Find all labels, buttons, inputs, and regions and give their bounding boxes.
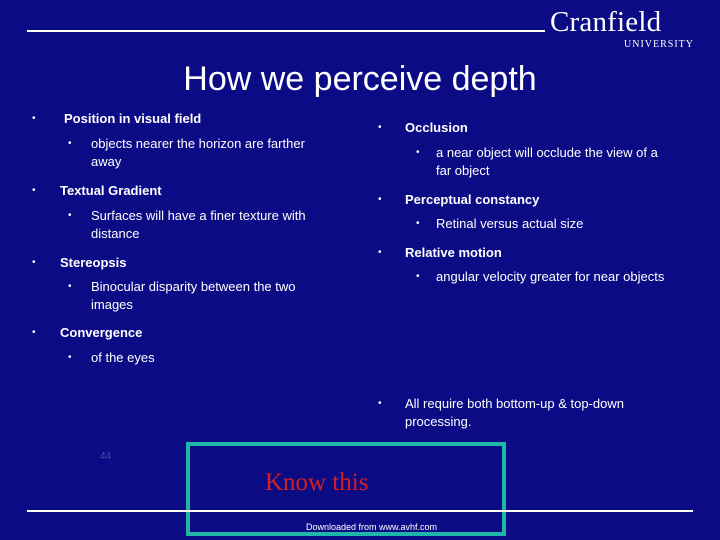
summary-line: All require both bottom-up & top-down [405,396,624,411]
sub-item-line: objects nearer the horizon are farther [91,136,305,151]
sub-item-line: away [91,154,122,169]
item-relative-motion: Relative motion [405,245,502,260]
sub-bullet-marker: • [68,281,72,292]
bullet-marker: • [378,122,382,133]
sub-item-line: Retinal versus actual size [436,216,584,231]
item-perceptual-constancy: Perceptual constancy [405,192,540,207]
logo-wordmark: Cranfield [550,6,662,38]
summary-line: processing. [405,414,472,429]
cranfield-logo [550,6,700,48]
bullet-marker: • [378,194,382,205]
sub-bullet-marker: • [416,147,420,158]
item-occlusion: Occlusion [405,120,468,135]
sub-item-line: angular velocity greater for near objects [436,269,665,284]
sub-bullet-marker: • [416,218,420,229]
bullet-marker: • [32,185,36,196]
item-position-in-visual-field: Position in visual field [64,111,202,126]
sub-bullet-marker: • [68,210,72,221]
sub-bullet-marker: • [68,138,72,149]
bullet-marker: • [32,113,36,124]
bullet-marker: • [378,247,382,258]
footer-source: Downloaded from www.avhf.com [306,522,438,532]
sub-item-line: far object [436,163,490,178]
logo-subtitle: UNIVERSITY [624,39,694,50]
page-number: 44 [100,451,112,462]
bullet-marker: • [32,257,36,268]
top-rule [27,30,545,32]
bullet-marker: • [32,327,36,338]
item-convergence: Convergence [60,325,143,340]
know-this-label: Know this [265,469,369,496]
item-stereopsis: Stereopsis [60,255,127,270]
sub-item-line: a near object will occlude the view of a [436,145,658,160]
sub-bullet-marker: • [416,271,420,282]
sub-item-line: distance [91,226,140,241]
item-textual-gradient: Textual Gradient [60,183,162,198]
sub-bullet-marker: • [68,352,72,363]
sub-item-line: Surfaces will have a finer texture with [91,208,306,223]
sub-item-line: of the eyes [91,350,155,365]
slide-title: How we perceive depth [183,60,537,98]
bottom-rule [27,510,693,512]
sub-item-line: Binocular disparity between the two [91,279,296,294]
sub-item-line: images [91,297,133,312]
bullet-marker: • [378,398,382,409]
